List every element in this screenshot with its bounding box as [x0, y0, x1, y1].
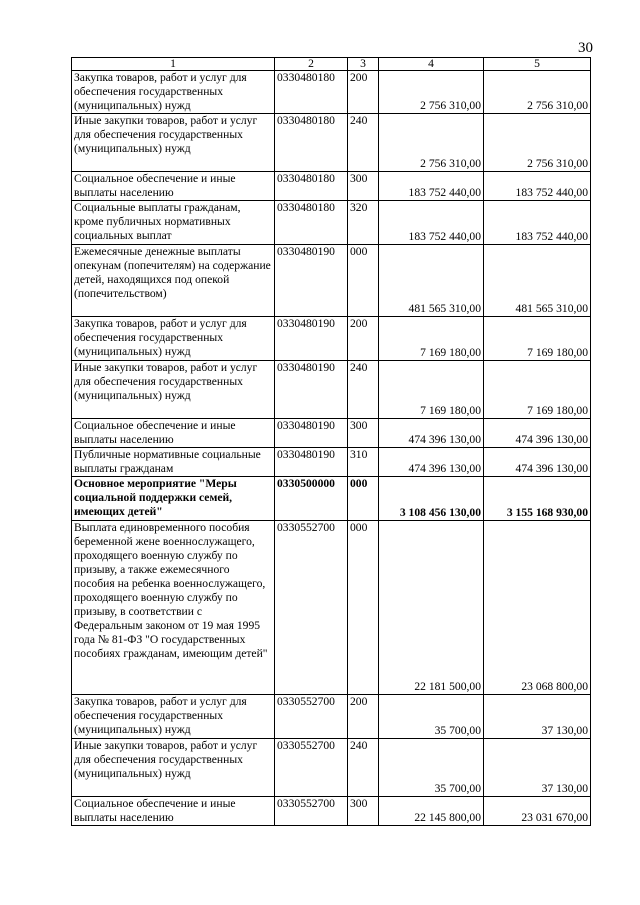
table-row [72, 361, 591, 419]
row-name: Социальные выплаты гражданам, кроме публичных нормативных социальных выплат [72, 201, 275, 245]
row-amount-year-1: 35 700,00 [379, 695, 484, 739]
row-target-code: 0330552700 [275, 797, 348, 826]
table-row [72, 521, 591, 695]
table-row [72, 477, 591, 521]
row-target-code: 0330552700 [275, 739, 348, 797]
budget-table [71, 57, 591, 826]
row-amount-year-2: 37 130,00 [484, 695, 591, 739]
row-target-code: 0330480180 [275, 71, 348, 114]
row-expense-type: 000 [348, 245, 379, 317]
row-amount-year-1: 2 756 310,00 [379, 71, 484, 114]
row-name: Закупка товаров, работ и услуг для обеспечения государственных (муниципальных) нужд [72, 71, 275, 114]
row-expense-type: 000 [348, 521, 379, 695]
row-amount-year-2: 7 169 180,00 [484, 317, 591, 361]
table-row [72, 695, 591, 739]
row-amount-year-2: 7 169 180,00 [484, 361, 591, 419]
row-amount-year-2: 2 756 310,00 [484, 114, 591, 172]
row-name: Иные закупки товаров, работ и услуг для обеспечения государственных (муниципальных) нужд [72, 361, 275, 419]
row-amount-year-1: 3 108 456 130,00 [379, 477, 484, 521]
table-row [72, 419, 591, 448]
row-name: Социальное обеспечение и иные выплаты населению [72, 419, 275, 448]
table-header-row [72, 58, 591, 71]
row-expense-type: 240 [348, 114, 379, 172]
row-target-code: 0330552700 [275, 521, 348, 695]
row-amount-year-2: 183 752 440,00 [484, 201, 591, 245]
row-amount-year-2: 23 068 800,00 [484, 521, 591, 695]
table-row [72, 448, 591, 477]
row-target-code: 0330480190 [275, 419, 348, 448]
row-expense-type: 310 [348, 448, 379, 477]
row-target-code: 0330480180 [275, 172, 348, 201]
header-col-3: 3 [348, 58, 379, 71]
row-amount-year-1: 35 700,00 [379, 739, 484, 797]
table-row [72, 739, 591, 797]
header-col-1: 1 [72, 58, 275, 71]
row-amount-year-1: 22 181 500,00 [379, 521, 484, 695]
row-name: Иные закупки товаров, работ и услуг для обеспечения государственных (муниципальных) нужд [72, 114, 275, 172]
row-expense-type: 240 [348, 739, 379, 797]
row-target-code: 0330480180 [275, 201, 348, 245]
row-target-code: 0330480190 [275, 361, 348, 419]
row-amount-year-2: 3 155 168 930,00 [484, 477, 591, 521]
page-number: 30 [578, 40, 593, 56]
row-target-code: 0330480190 [275, 245, 348, 317]
row-name: Выплата единовременного пособия беременной жене военнослужащего, проходящего военную службу по призыву, а также ежемесячного пособия на ребенка военнослужащего, проходящего военную службу по призыву, в соответствии с Федеральным законом от 19 мая 1995 года № 81-ФЗ "О государственных пособиях гражданам, имеющим детей" [72, 521, 275, 695]
row-name: Публичные нормативные социальные выплаты гражданам [72, 448, 275, 477]
row-target-code: 0330480190 [275, 317, 348, 361]
row-name: Социальное обеспечение и иные выплаты населению [72, 797, 275, 826]
row-name: Закупка товаров, работ и услуг для обеспечения государственных (муниципальных) нужд [72, 317, 275, 361]
table-row [72, 172, 591, 201]
row-amount-year-2: 481 565 310,00 [484, 245, 591, 317]
row-expense-type: 300 [348, 797, 379, 826]
row-name: Социальное обеспечение и иные выплаты населению [72, 172, 275, 201]
row-expense-type: 240 [348, 361, 379, 419]
row-amount-year-1: 474 396 130,00 [379, 448, 484, 477]
row-amount-year-1: 7 169 180,00 [379, 361, 484, 419]
row-expense-type: 200 [348, 71, 379, 114]
row-amount-year-1: 2 756 310,00 [379, 114, 484, 172]
row-name: Иные закупки товаров, работ и услуг для обеспечения государственных (муниципальных) нужд [72, 739, 275, 797]
header-col-4: 4 [379, 58, 484, 71]
row-target-code: 0330500000 [275, 477, 348, 521]
row-target-code: 0330480190 [275, 448, 348, 477]
header-col-5: 5 [484, 58, 591, 71]
row-expense-type: 320 [348, 201, 379, 245]
table-body [72, 71, 591, 826]
row-amount-year-2: 183 752 440,00 [484, 172, 591, 201]
row-amount-year-2: 474 396 130,00 [484, 448, 591, 477]
row-amount-year-1: 7 169 180,00 [379, 317, 484, 361]
row-amount-year-1: 474 396 130,00 [379, 419, 484, 448]
row-expense-type: 300 [348, 419, 379, 448]
row-amount-year-2: 37 130,00 [484, 739, 591, 797]
table-row [72, 201, 591, 245]
table-row [72, 245, 591, 317]
table-row [72, 114, 591, 172]
row-expense-type: 300 [348, 172, 379, 201]
row-amount-year-1: 481 565 310,00 [379, 245, 484, 317]
header-col-2: 2 [275, 58, 348, 71]
row-target-code: 0330480180 [275, 114, 348, 172]
table-row [72, 797, 591, 826]
row-amount-year-2: 23 031 670,00 [484, 797, 591, 826]
row-amount-year-1: 183 752 440,00 [379, 201, 484, 245]
row-expense-type: 000 [348, 477, 379, 521]
row-expense-type: 200 [348, 317, 379, 361]
row-amount-year-2: 474 396 130,00 [484, 419, 591, 448]
table-row [72, 317, 591, 361]
row-amount-year-1: 22 145 800,00 [379, 797, 484, 826]
table-row [72, 71, 591, 114]
row-target-code: 0330552700 [275, 695, 348, 739]
row-expense-type: 200 [348, 695, 379, 739]
row-amount-year-2: 2 756 310,00 [484, 71, 591, 114]
row-name: Основное мероприятие "Меры социальной поддержки семей, имеющих детей" [72, 477, 275, 521]
row-amount-year-1: 183 752 440,00 [379, 172, 484, 201]
row-name: Ежемесячные денежные выплаты опекунам (попечителям) на содержание детей, находящихся под опекой (попечительством) [72, 245, 275, 317]
row-name: Закупка товаров, работ и услуг для обеспечения государственных (муниципальных) нужд [72, 695, 275, 739]
